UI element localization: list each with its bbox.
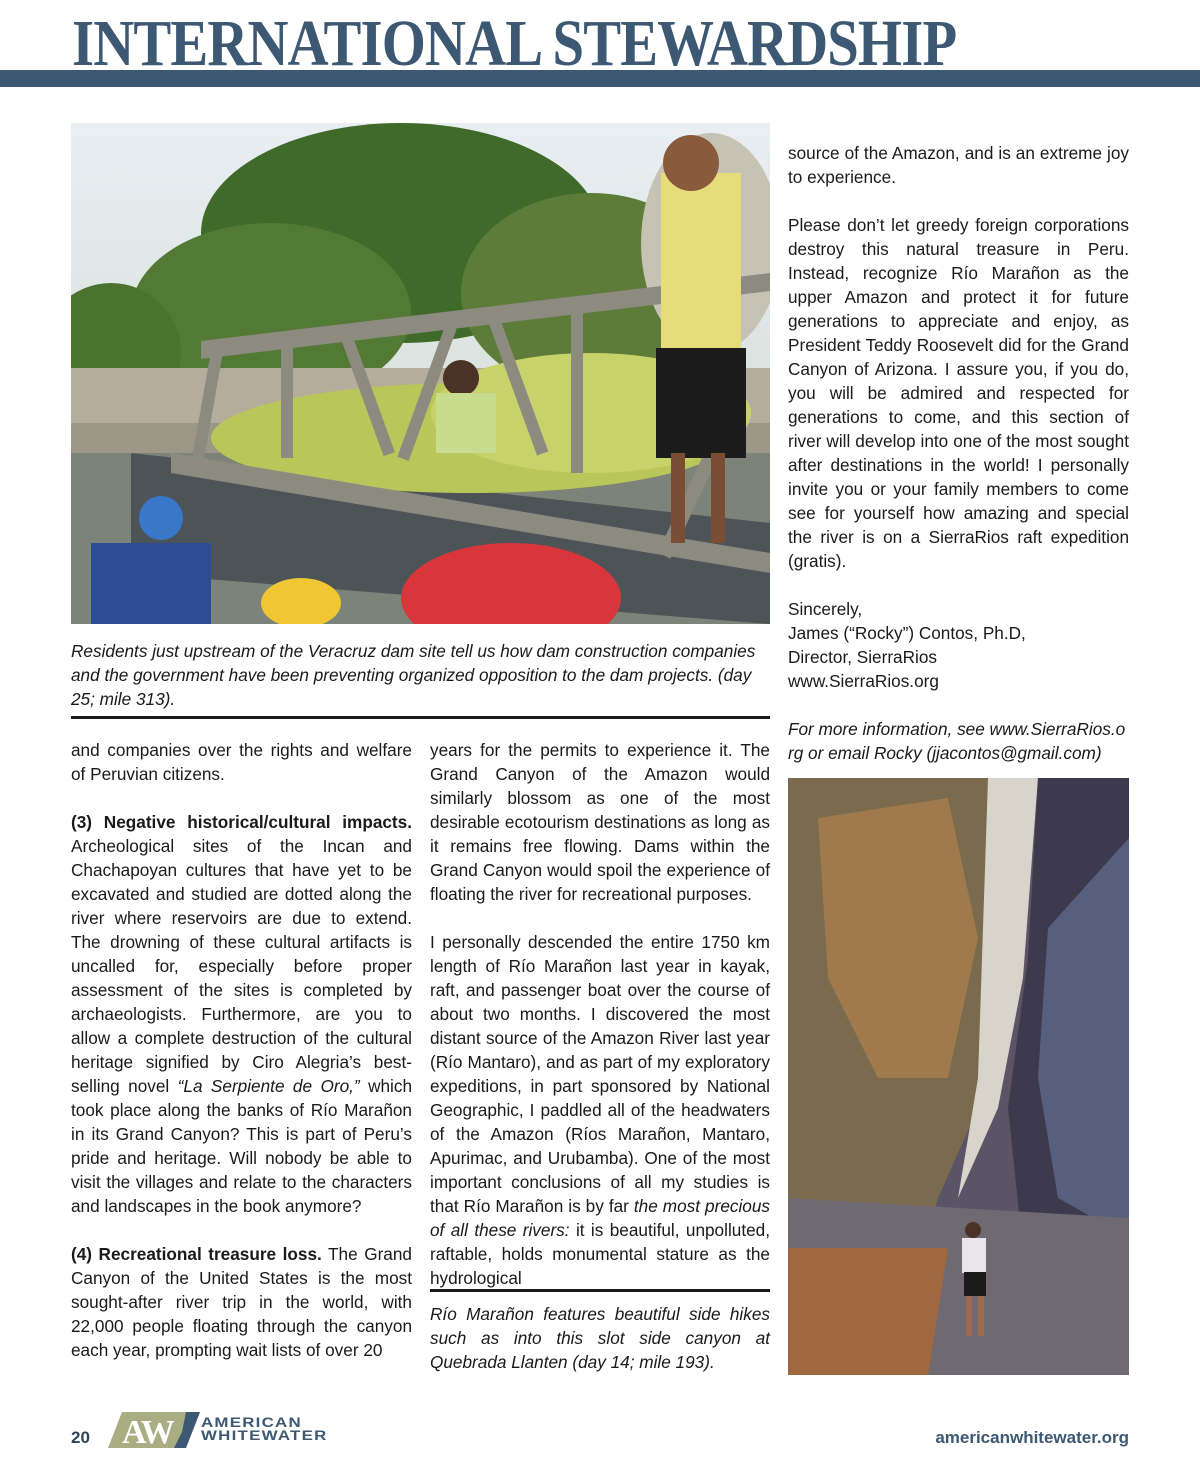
caption-divider — [71, 716, 770, 719]
paragraph: I personally descended the entire 1750 km length of Río Marañon last year in kayak, raft, and passenger boat over the course of about two months. I discovered the most distant source of the Amazon River last year (Río Mantaro), and as part of my exploratory expeditions, in part sponsored by National Geographic, I paddled all of the headwaters of the Amazon (Ríos Marañon, Mantaro, Apurimac, and Urubamba). One of the most important conclusions of all my studies is that Río Marañon is by far the most precious of all these rivers: it is beautiful, unpolluted, raftable, holds monumental stature as the hydrological — [430, 932, 770, 1288]
signoff: Sincerely, — [788, 599, 863, 619]
signature-name: James (“Rocky”) Contos, Ph.D, — [788, 623, 1026, 643]
caption-divider — [430, 1289, 770, 1292]
paragraph: source of the Amazon, and is an extreme joy to experience. — [788, 143, 1129, 187]
photo-caption-canyon: Río Marañon features beautiful side hikes such as into this slot side canyon at Quebrada Llanten (day 14; mile 193). — [430, 1304, 770, 1372]
section-title: INTERNATIONAL STEWARDSHIP — [72, 7, 957, 80]
article-column-2 — [430, 738, 770, 1290]
signature-title: Director, SierraRios — [788, 647, 937, 667]
american-whitewater-logo[interactable] — [108, 1412, 348, 1448]
photo-caption-boat: Residents just upstream of the Veracruz dam site tell us how dam construction companies and the government have been preventing organized opposition to the dam projects. (day 25; mile 313). — [71, 641, 756, 709]
signature-url[interactable]: www.SierraRios.org — [788, 671, 939, 691]
more-info-note: For more information, see www.SierraRios.org or email Rocky (jjacontos@gmail.com) — [788, 719, 1126, 763]
signature-block — [788, 597, 1129, 693]
book-title: “La Serpiente de Oro,” — [177, 1076, 360, 1096]
article-column-1 — [71, 738, 412, 1362]
logo-line-whitewater: WHITEWATER — [201, 1428, 328, 1443]
website-link[interactable]: americanwhitewater.org — [935, 1428, 1129, 1447]
paragraph: and companies over the rights and welfare of Peruvian citizens. — [71, 740, 412, 784]
paragraph: Please don’t let greedy foreign corporations destroy this natural treasure in Peru. Instead, recognize Río Marañon as the upper Amazon and protect it for future generations to appreciate and enjoy, as President Teddy Roosevelt did for the Grand Canyon of Arizona. I assure you, if you do, you will be admired and respected for generations to come, and this section of river will develop into one of the most sought after destinations in the world! I personally invite you or your family members to come see for yourself how amazing and special the river is on a SierraRios raft expedition (gratis). — [788, 215, 1129, 571]
svg-text:AW: AW — [122, 1414, 173, 1448]
subheading-recreational-loss: (4) Recreational treasure loss. — [71, 1244, 322, 1264]
logo-line-american: AMERICAN — [201, 1415, 302, 1430]
paragraph: (3) Negative historical/cultural impacts. Archeological sites of the Incan and Chachapoyan cultures that have yet to be excavated and studied are dotted along the river where reservoirs are due to extend. The drowning of these cultural artifacts is uncalled for, especially before proper assessment of the sites is completed by archaeologists. Furthermore, are you to allow a complete destruction of the cultural heritage signified by Ciro Alegria’s best-selling novel “La Serpiente de Oro,” which took place along the banks of Río Marañon in its Grand Canyon? This is part of Peru’s pride and heritage. Will nobody be able to visit the villages and relate to the characters and landscapes in the book anymore? — [71, 812, 413, 1216]
paragraph: years for the permits to experience it. The Grand Canyon of the Amazon would similarly blossom as one of the most desirable ecotourism destinations as long as it remains free flowing. Dams within the Grand Canyon would spoil the experience of floating the river for recreational purposes. — [430, 740, 770, 904]
slot-canyon-photo — [788, 778, 1129, 1375]
boat-bananas-photo — [71, 123, 770, 624]
aw-logo-mark-icon — [108, 1412, 200, 1448]
article-column-3 — [788, 141, 1129, 765]
subheading-cultural-impacts: (3) Negative historical/cultural impacts. — [71, 812, 412, 832]
emphasis: the most precious of all these rivers: — [430, 1196, 770, 1240]
paragraph: (4) Recreational treasure loss. The Grand Canyon of the United States is the most sought-after river trip in the world, with 22,000 people floating through the canyon each year, prompting wait lists of over 20 — [71, 1244, 412, 1360]
page-number: 20 — [71, 1428, 90, 1447]
